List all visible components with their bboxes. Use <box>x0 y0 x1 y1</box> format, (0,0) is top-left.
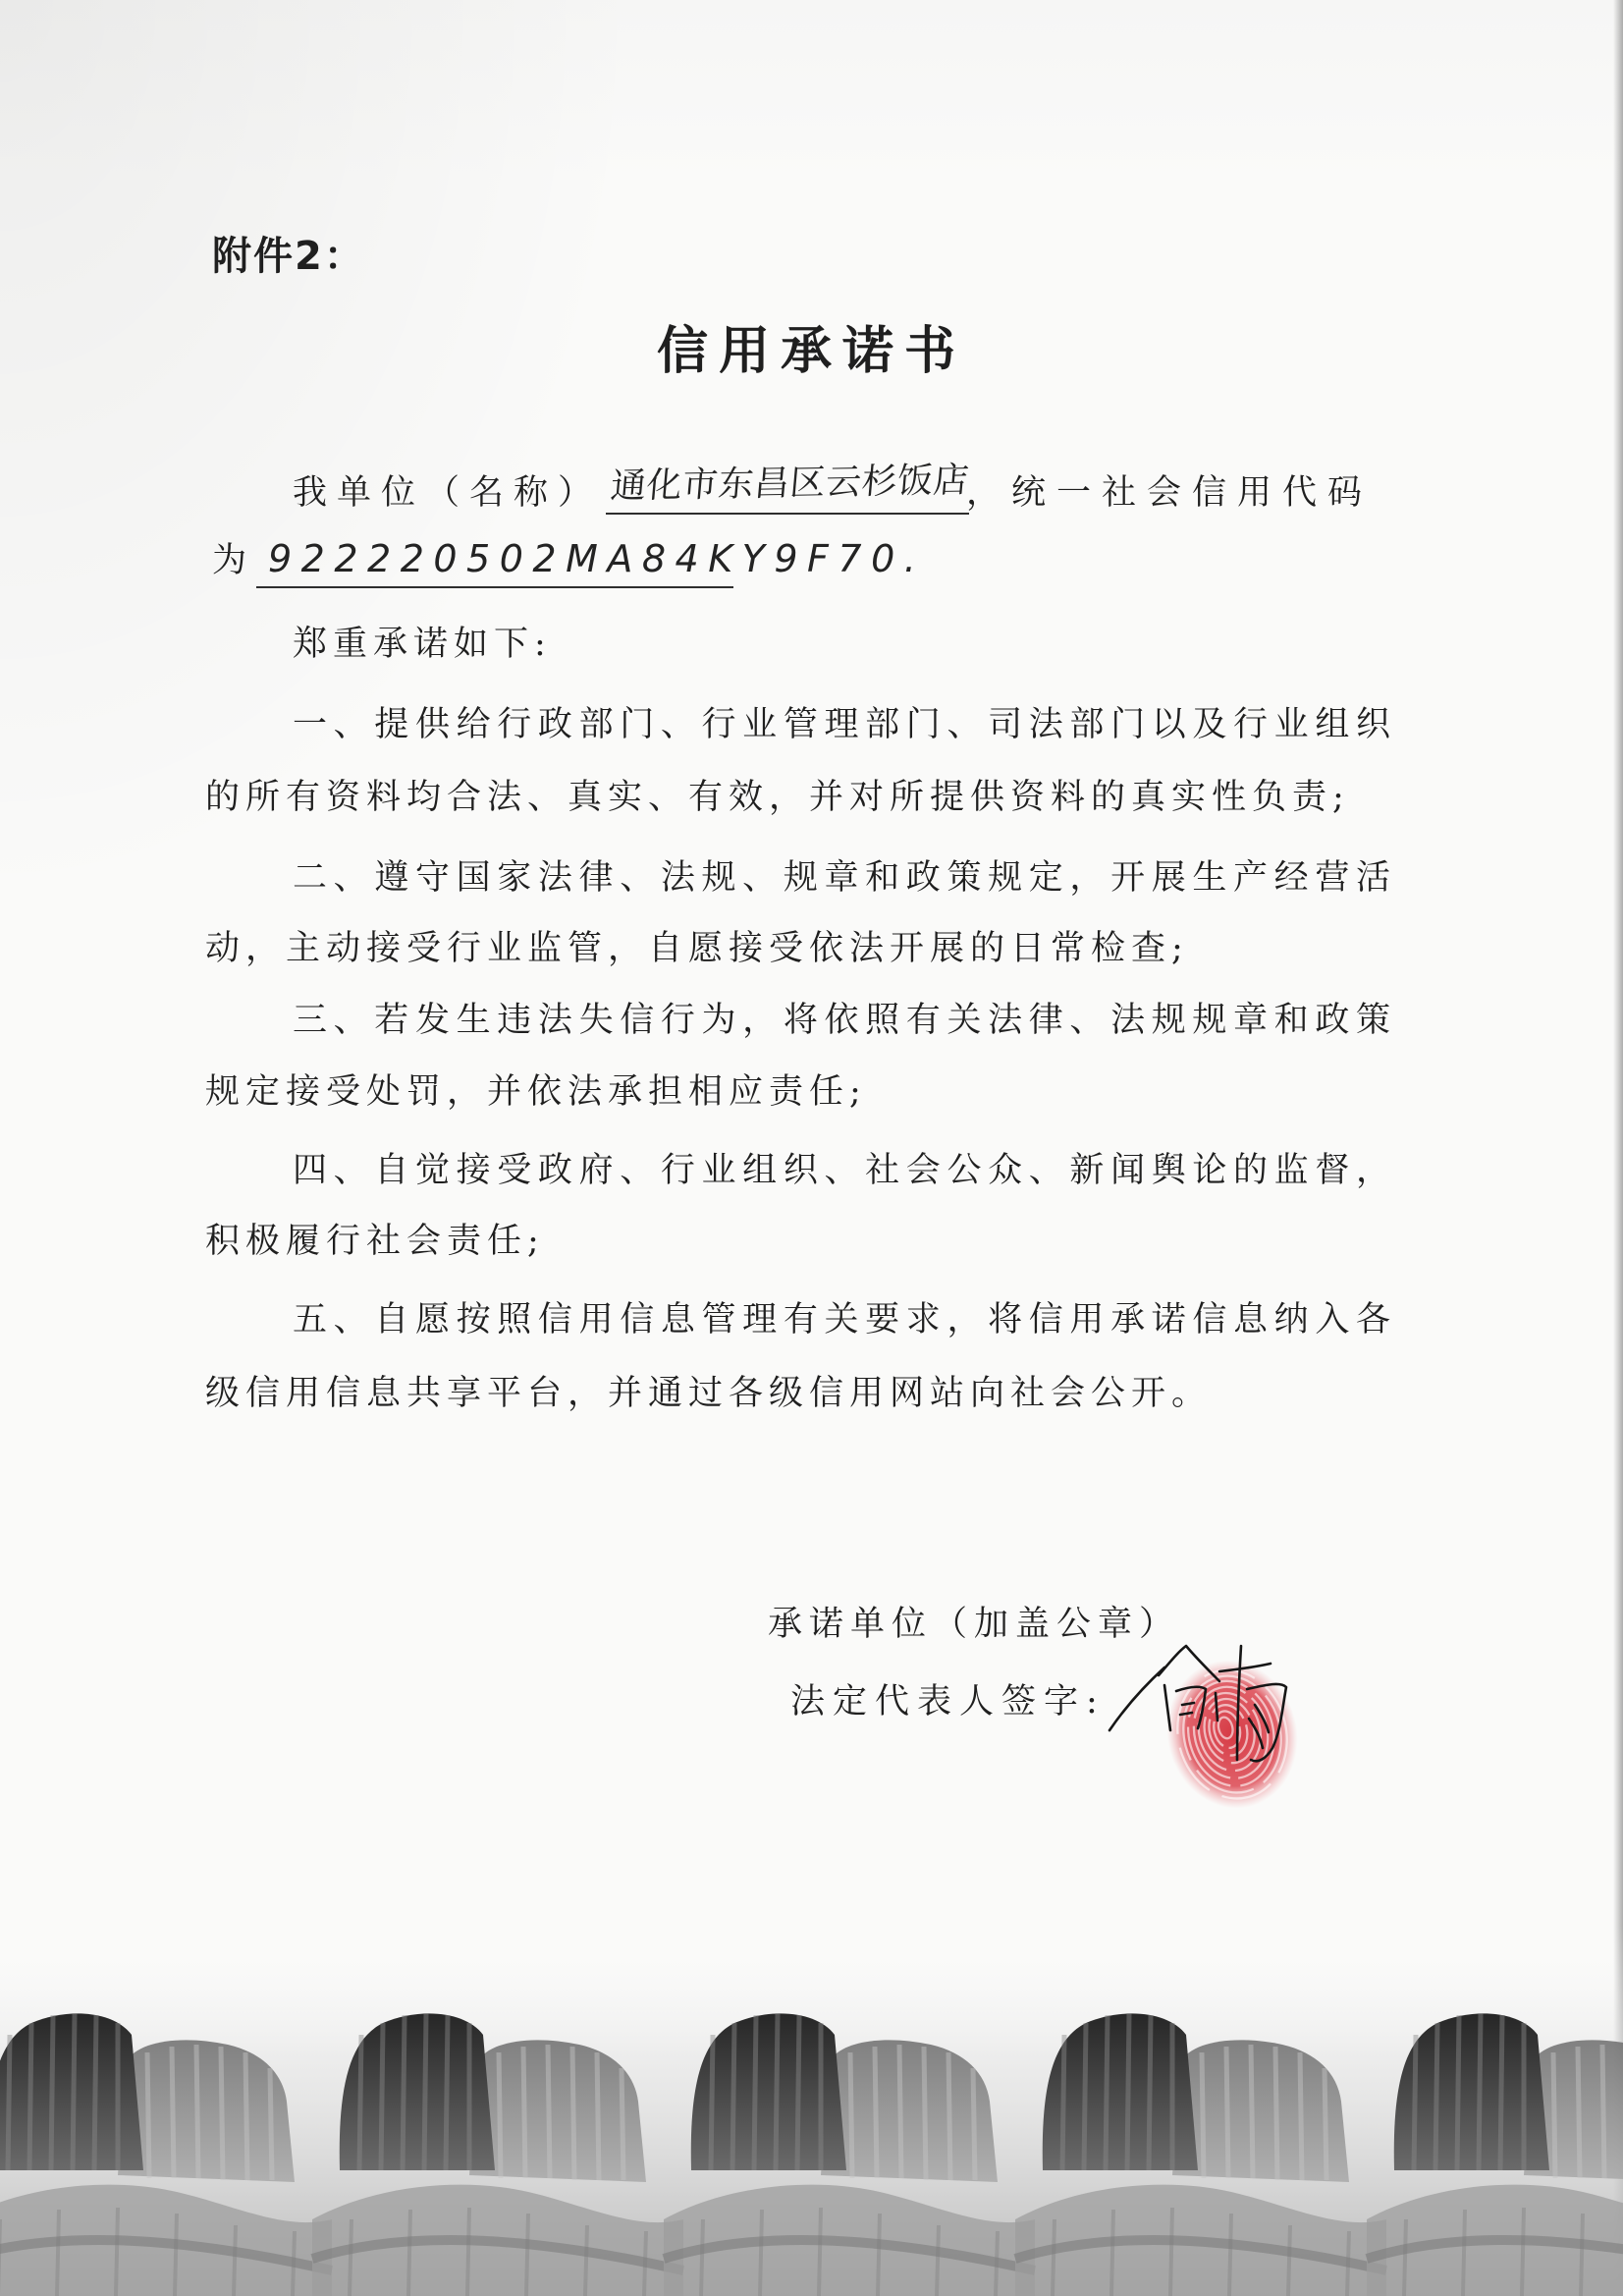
credit-code-handwritten: 922220502MA84KY9F70. <box>268 537 926 580</box>
document-title: 信用承诺书 <box>656 321 966 381</box>
unit-name-prefix: 我单位（名称） <box>293 473 603 513</box>
pledge-4-line-2: 积极履行社会责任; <box>205 1222 545 1261</box>
pledge-5-line-2: 级信用信息共享平台，并通过各级信用网站向社会公开。 <box>205 1374 1213 1413</box>
pledge-4-line-1: 四、自觉接受政府、行业组织、社会公众、新闻舆论的监督， <box>293 1151 1390 1190</box>
pledge-1-line-2: 的所有资料均合法、真实、有效，并对所提供资料的真实性负责; <box>205 778 1350 817</box>
unit-name-underline <box>606 513 969 515</box>
pledge-2-line-2: 动，主动接受行业监管，自愿接受依法开展的日常检查; <box>205 929 1189 968</box>
credit-code-prefix: 为 <box>212 541 253 580</box>
pledge-1-line-1: 一、提供给行政部门、行业管理部门、司法部门以及行业组织 <box>293 705 1390 744</box>
pledge-3-line-2: 规定接受处罚，并依法承担相应责任; <box>205 1072 867 1112</box>
pledge-2-line-1: 二、遵守国家法律、法规、规章和政策规定，开展生产经营活 <box>293 858 1390 898</box>
credit-code-label: ，统一社会信用代码 <box>966 473 1374 513</box>
signature-and-fingerprint <box>1080 1611 1335 1836</box>
pledge-3-line-1: 三、若发生违法失信行为，将依照有关法律、法规规章和政策 <box>293 1001 1390 1040</box>
legal-representative-label: 法定代表人签字: <box>790 1682 1106 1722</box>
attachment-label: 附件2： <box>212 234 365 279</box>
signature-stroke <box>1109 1667 1164 1730</box>
pledge-5-line-1: 五、自愿按照信用信息管理有关要求，将信用承诺信息纳入各 <box>293 1300 1390 1339</box>
credit-code-underline <box>256 586 733 588</box>
fingerprint-icon <box>1152 1646 1314 1822</box>
unit-name-handwritten: 通化市东昌区云杉饭店 <box>609 460 971 508</box>
paper-watermark-band <box>0 1925 1623 2296</box>
committing-unit-label: 承诺单位（加盖公章） <box>768 1605 1181 1644</box>
pledge-heading: 郑重承诺如下: <box>293 625 552 664</box>
